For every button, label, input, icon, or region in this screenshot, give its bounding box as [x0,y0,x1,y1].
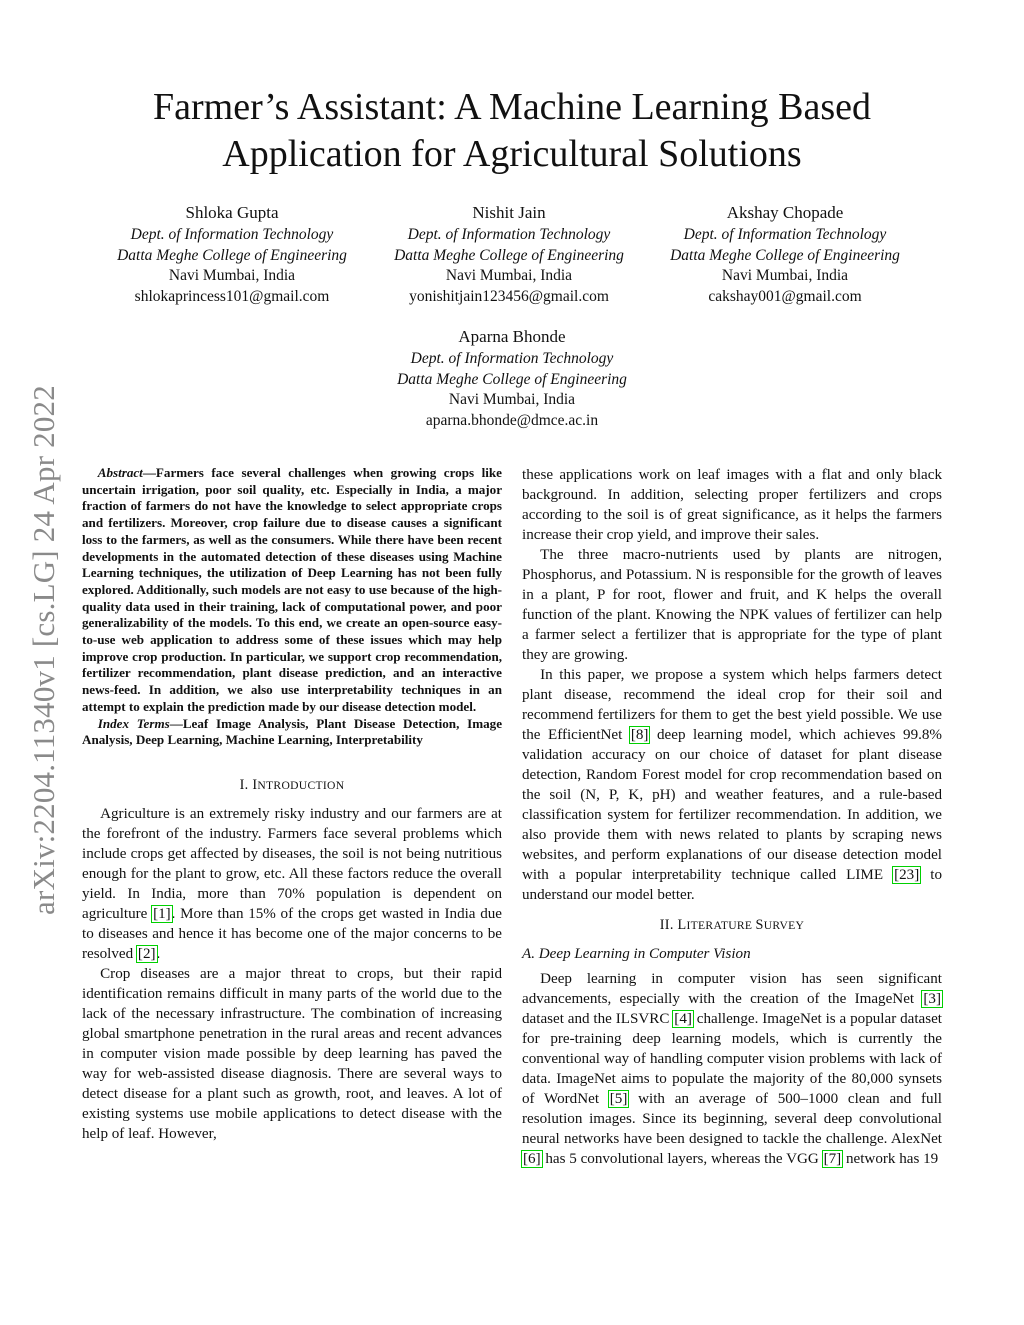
paragraph: The three macro-nutrients used by plants are nitrogen, Phosphorus, and Potassium. N is responsible for the growth of leaves in a plant, P for root, flower and fruit, and K helps the overall function of the plant. Knowing the NPK values of fertilizer can help a farmer select a fertilizer that is appropriate for the type of plant they are growing. [522,547,942,663]
section-title: ITERATURE [686,919,756,932]
paragraph: these applications work on leaf images with a flat and only black background. In addition, selecting proper fertilizers and crops according to the soil is of great significance, as it helps the farmers increase their crop yield, and improve their sales. [522,467,942,543]
section-heading-literature-survey [522,917,942,934]
citation-link[interactable]: [5] [609,1091,628,1107]
paper-title: Farmer’s Assistant: A Machine Learning Based Application for Agricultural Solutions [152,86,871,175]
abstract-label: Abstract [97,465,143,480]
author-location: Navi Mumbai, India [445,267,573,284]
paragraph [522,969,942,1169]
index-terms-text: —Leaf Image Analysis, Plant Disease Detection, Image Analysis, Deep Learning, Machine Learning, Interpretability [82,715,503,748]
paragraph: Crop diseases are a major threat to crops, but their rapid identification remains difficult in many parts of the world due to the lack of the necessary infrastructure. The combination of increasing global smartphone penetration in the rural areas and recent advances in computer vision made possible by deep learning has paved the way for web-assisted disease diagnosis. There are several ways to detect disease for a plant such as growth, root, and leaves. A lot of existing systems use mobile applications to detect disease with the help of leaf. However, [82,965,502,1142]
author-name: Nishit Jain [472,203,546,222]
author-block [364,202,654,307]
citation-link[interactable]: [23] [894,867,920,883]
author-email[interactable]: cakshay001@gmail.com [708,287,862,305]
text-run: challenge. ImageNet is a popular dataset for pre-training deep learning models, which is currently the conventional way of handling computer vision problems with lack of data. ImageNet aims to populate the majority of the 80,000 synsets of WordNet [522,1011,942,1107]
author-email[interactable]: shlokaprincess101@gmail.com [134,287,330,305]
author-college: Datta Meghe College of Engineering [670,246,900,264]
author-email[interactable]: yonishitjain123456@gmail.com [409,287,609,305]
author-name: Aparna Bhonde [458,327,566,346]
section-title-cap: S [755,917,764,933]
citation-link[interactable]: [3] [923,991,941,1007]
author-email[interactable]: aparna.bhonde@dmce.ac.in [425,411,599,429]
author-dept: Dept. of Information Technology [407,226,611,243]
abstract-text: —Farmers face several challenges when growing crops like uncertain irrigation, poor soil quality, etc. Especially in India, a major fraction of farmers do not have the knowledge to select appropriate crops and fertilizers. Moreover, crop failure due to disease causes a significant loss to the farmers, as well as the consumers. While there have been recent developments in the automated detection of these diseases using Machine Learning techniques, the utilization of Deep Learning has not been fully explored. Additionally, such models are not easy to use because of the high-quality data used in their training, lack of computational power, and poor generalizability of the models. To this end, we create an open-source easy-to-use web application to address some of these issues which may help improve crop production. In particular, we support crop recommendation, fertilizer recommendation, plant disease prediction, and an interactive news-feed. In addition, we also use interpretability techniques in an attempt to explain the prediction made by our disease detection model. [82,465,502,714]
section-title: URVEY [763,919,805,932]
text-run: with an average of 500–1000 clean and full resolution images. Since its beginning, several deep convolutional neural networks have been designed to tackle the challenge. AlexNet [522,1091,942,1147]
author-block [640,202,930,307]
text-run: . More than 15% of the crops get wasted in India due to diseases and hence it has become one of the major concerns to be resolved [82,905,502,962]
index-terms-label: Index Terms [97,715,170,731]
author-name: Akshay Chopade [726,203,844,222]
author-location: Navi Mumbai, India [168,267,296,284]
author-location: Navi Mumbai, India [721,267,849,284]
left-column [82,465,502,1144]
author-block [367,326,657,431]
author-college: Datta Meghe College of Engineering [394,246,624,264]
abstract [82,465,502,716]
text-run: . [156,945,161,962]
author-dept: Dept. of Information Technology [410,350,614,367]
paragraph [82,804,502,964]
citation-link[interactable]: [7] [823,1151,842,1167]
author-college: Datta Meghe College of Engineering [117,246,347,264]
text-run: deep learning model, which achieves 99.8% validation accuracy on our choice of dataset for plant disease detection, Random Forest model for crop recommendation based on the soil (N, P, K, pH) and weather features, and a rule-based classification system for fertilizer recommendation. In addition, we also provide them with news related to plants by scraping news websites, and perform explanations of our disease detection model with a popular interpretability technique called LIME [522,727,943,883]
text-run: Deep learning in computer vision has seen significant advancements, especially with the creation of the ImageNet [522,971,942,1007]
citation-link[interactable]: [4] [674,1011,692,1027]
author-name: Shloka Gupta [185,203,279,222]
text-run: dataset and the ILSVRC [522,1011,674,1027]
arxiv-identifier: arXiv:2204.11340v1 [cs.LG] 24 Apr 2022 [26,385,61,915]
right-column [522,465,942,1169]
citation-link[interactable]: [2] [137,945,156,962]
text-run: Agriculture is an extremely risky industry and our farmers are at the forefront of the industry. Farmers face several problems which include crops get affected by diseases, the soil is not being nutritious enough for the plant to grow, etc. All these factors reduce the overall yield. In India, more than 70% population is dependent on agriculture [82,805,502,922]
subsection-heading: A. Deep Learning in Computer Vision [522,946,751,962]
author-dept: Dept. of Information Technology [683,226,887,243]
author-location: Navi Mumbai, India [448,391,576,408]
text-run: to understand our model better. [522,867,942,903]
citation-link[interactable]: [1] [153,905,171,922]
section-title: NTRODUCTION [257,778,345,792]
text-run: In this paper, we propose a system which helps farmers detect plant disease, recommend the ideal crop for their soil and recommend fertilizers for them to get the best yield possible. We use the EfficientNet [522,667,942,743]
text-run: network has 19 [842,1151,939,1167]
citation-link[interactable]: [6] [523,1151,541,1167]
paragraph [522,665,942,905]
section-number: I. I [239,776,258,793]
section-number: II. L [659,917,687,933]
text-run: has 5 convolutional layers, whereas the VGG [541,1151,823,1167]
index-terms [82,716,502,749]
author-college: Datta Meghe College of Engineering [397,370,627,388]
author-dept: Dept. of Information Technology [130,226,334,243]
author-block [87,202,377,307]
section-heading-introduction [82,777,502,794]
citation-link[interactable]: [8] [630,727,649,743]
